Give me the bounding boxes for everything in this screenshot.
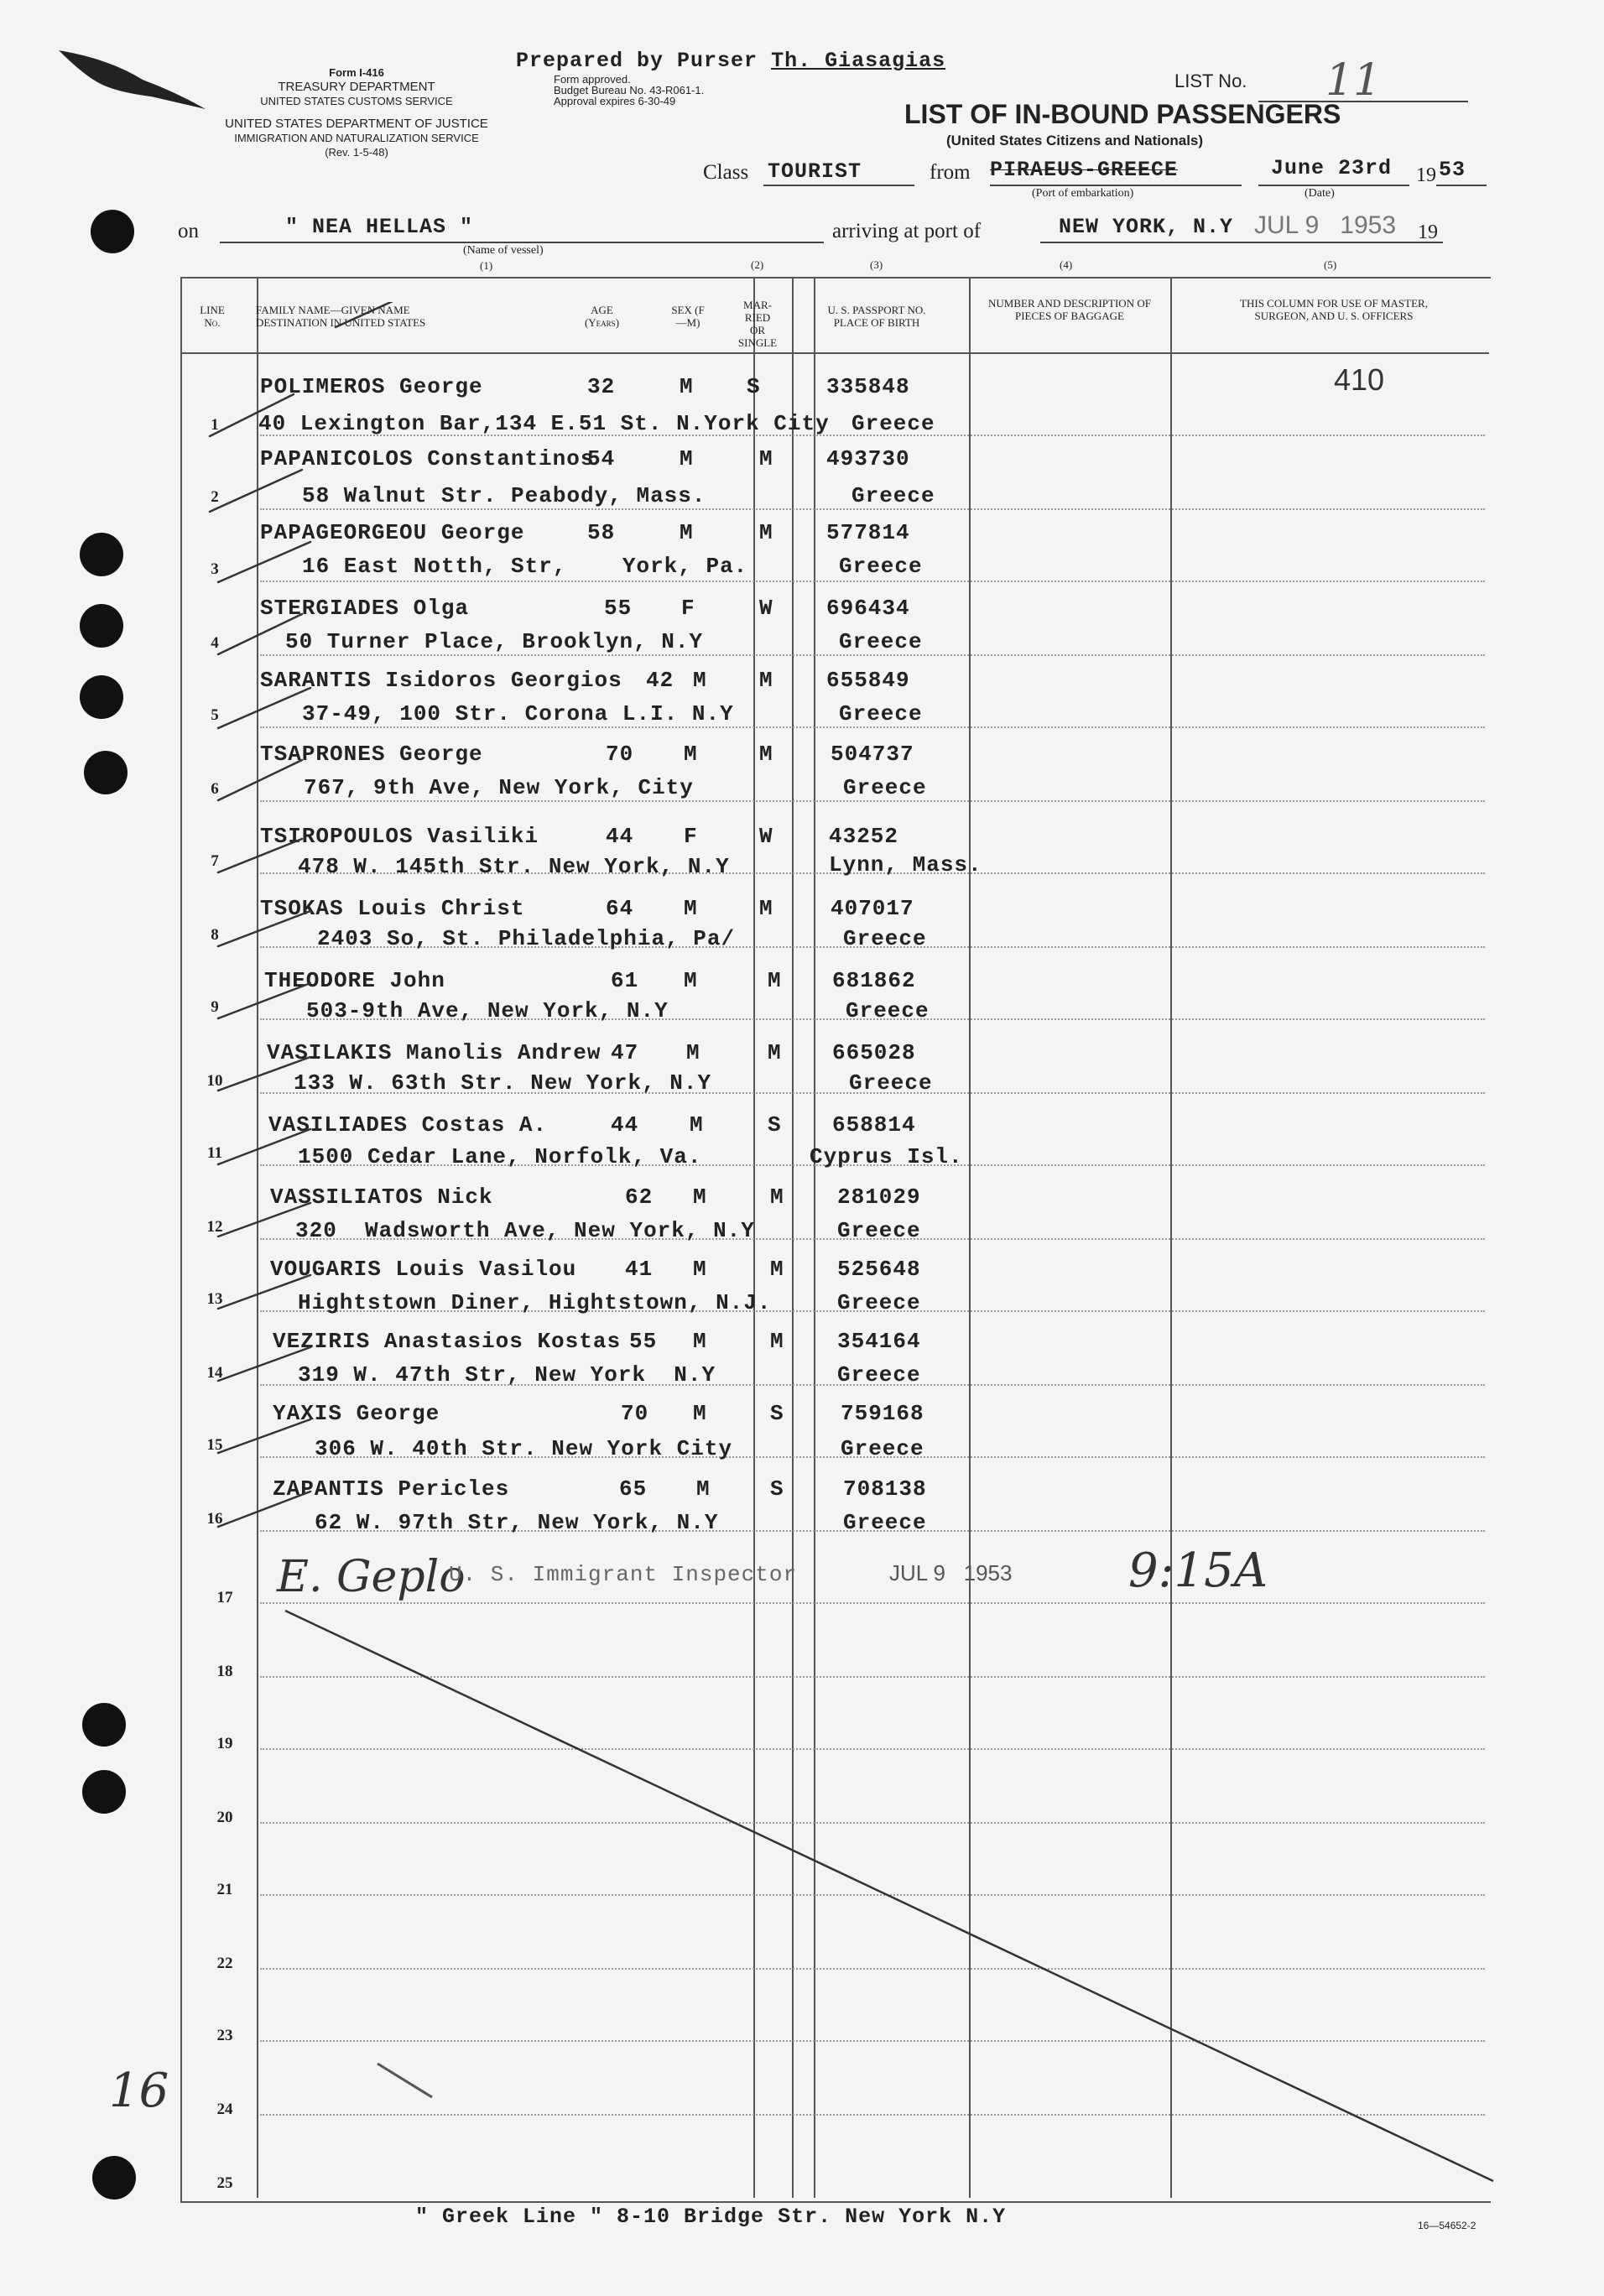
checkmark-strokes [185, 302, 436, 1560]
passenger-passport: 577814 [826, 520, 910, 545]
passenger-sex: M [684, 896, 698, 921]
passenger-passport: 281029 [837, 1184, 921, 1210]
passenger-name: POLIMEROS George [260, 374, 483, 399]
passenger-sex: M [684, 742, 698, 767]
passenger-address: Hightstown Diner, Hightstown, N.J. [298, 1290, 772, 1315]
form-number: Form I-416 [329, 66, 384, 79]
passenger-address: 2403 So, St. Philadelphia, Pa/ [317, 926, 736, 951]
passenger-marital: S [770, 1401, 784, 1426]
passenger-address: 306 W. 40th Str. New York City [315, 1436, 733, 1461]
treasury-label: TREASURY DEPARTMENT [278, 80, 435, 94]
col4-marker: (4) [1060, 258, 1073, 271]
passenger-name: VEZIRIS Anastasios Kostas [273, 1329, 622, 1354]
passenger-marital: M [768, 968, 782, 993]
punch-hole [80, 675, 123, 719]
form-header-left [159, 65, 554, 159]
passenger-birthplace: Greece [837, 1362, 921, 1387]
line-number: 3 [211, 560, 219, 578]
purser-name: Th. Giasagias [771, 49, 946, 73]
header-line-no: LINE No. [200, 304, 225, 329]
passenger-address: 503-9th Ave, New York, N.Y [306, 998, 669, 1023]
passenger-age: 32 [587, 374, 616, 399]
passenger-name: VASSILIATOS Nick [270, 1184, 493, 1210]
footer-code: 16—54652-2 [1418, 2220, 1476, 2231]
line-number: 24 [216, 2101, 233, 2118]
port-embarkation: PIRAEUS-GREECE [990, 158, 1179, 182]
passenger-sex: M [680, 374, 694, 399]
budget-bureau: Budget Bureau No. 43-R061-1. [554, 84, 705, 96]
line-number: 17 [216, 1589, 233, 1606]
line-number: 2 [211, 488, 219, 506]
passenger-age: 55 [604, 596, 633, 621]
passenger-age: 47 [611, 1040, 639, 1065]
punch-hole [82, 1703, 126, 1747]
passenger-marital: M [759, 520, 773, 545]
passenger-name: TSAPRONES George [260, 742, 483, 767]
passenger-marital: W [759, 824, 773, 849]
line-number: 22 [216, 1955, 233, 1972]
passenger-name: PAPAGEORGEOU George [260, 520, 525, 545]
passenger-name: PAPANICOLOS Constantinos [260, 446, 595, 471]
passenger-marital: M [759, 668, 773, 693]
passenger-birthplace: Greece [849, 1070, 933, 1096]
passenger-age: 62 [625, 1184, 654, 1210]
punch-hole [91, 210, 134, 253]
line-number: 9 [211, 998, 219, 1016]
passenger-sex: M [693, 668, 707, 693]
cancel-line [277, 1594, 1510, 2198]
passenger-marital: M [759, 896, 773, 921]
passenger-passport: 658814 [832, 1112, 916, 1138]
passenger-address: 319 W. 47th Str, New York N.Y [298, 1362, 716, 1387]
passenger-sex: M [680, 520, 694, 545]
passenger-sex: M [690, 1112, 704, 1138]
passenger-birthplace: Cyprus Isl. [810, 1144, 963, 1169]
passenger-sex: M [693, 1329, 707, 1354]
passenger-address: 320 Wadsworth Ave, New York, N.Y [295, 1218, 755, 1243]
passenger-address: 62 W. 97th Str, New York, N.Y [315, 1510, 719, 1535]
passenger-passport: 681862 [832, 968, 916, 993]
arrival-underline [1040, 242, 1443, 243]
officer-note: 410 [1334, 362, 1385, 397]
from-label: from [930, 161, 971, 184]
line-number: 13 [206, 1290, 223, 1308]
passenger-birthplace: Greece [851, 483, 935, 508]
header-married: MAR- RIED OR SINGLE [737, 299, 778, 349]
passenger-address: 478 W. 145th Str. New York, N.Y [298, 854, 730, 879]
passenger-name: TSOKAS Louis Christ [260, 896, 525, 921]
class-label: Class [703, 161, 749, 184]
port-caption: (Port of embarkation) [1032, 187, 1134, 200]
justice-label: UNITED STATES DEPARTMENT OF JUSTICE [225, 117, 488, 131]
passenger-address: 37-49, 100 Str. Corona L.I. N.Y [302, 701, 734, 726]
prepared-by [516, 49, 945, 73]
passenger-sex: M [693, 1257, 707, 1282]
passenger-age: 61 [611, 968, 639, 993]
passenger-age: 64 [606, 896, 634, 921]
row-rule [260, 508, 1485, 510]
passenger-sex: F [684, 824, 698, 849]
line-number: 5 [211, 706, 219, 724]
line-number: 8 [211, 926, 219, 944]
passenger-address: 1500 Cedar Lane, Norfolk, Va. [298, 1144, 702, 1169]
passenger-sex: F [681, 596, 695, 621]
line-number: 7 [211, 852, 219, 870]
passenger-age: 65 [619, 1476, 648, 1502]
passenger-address: 50 Turner Place, Brooklyn, N.Y [285, 629, 704, 654]
punch-hole [82, 1770, 126, 1814]
passenger-age: 70 [606, 742, 634, 767]
line-number: 20 [216, 1809, 233, 1826]
col3-marker: (3) [870, 258, 883, 271]
margin-note: 16 [109, 2064, 169, 2118]
on-label: on [178, 220, 199, 242]
passenger-marital: M [759, 742, 773, 767]
passenger-passport: 759168 [841, 1401, 924, 1426]
passenger-passport: 655849 [826, 668, 910, 693]
line-number: 1 [211, 416, 219, 434]
header-baggage: NUMBER AND DESCRIPTION OF PIECES OF BAGGAGE [988, 297, 1151, 322]
passenger-age: 54 [587, 446, 616, 471]
col2-marker: (2) [751, 258, 764, 271]
arrival-stamp: JUL 9 1953 [1254, 211, 1396, 239]
passenger-sex: M [696, 1476, 711, 1502]
passenger-age: 44 [611, 1112, 639, 1138]
arrival-port: NEW YORK, N.Y [1059, 215, 1234, 239]
page-subtitle: (United States Citizens and Nationals) [946, 133, 1204, 148]
passenger-birthplace: Greece [851, 411, 935, 436]
line-number: 25 [216, 2174, 233, 2192]
line-number: 21 [216, 1881, 233, 1898]
class-underline [763, 185, 914, 186]
line-number: 18 [216, 1663, 233, 1680]
passenger-age: 55 [629, 1329, 658, 1354]
passenger-age: 41 [625, 1257, 654, 1282]
col1-marker: (1) [480, 259, 493, 272]
passenger-sex: M [680, 446, 694, 471]
year19-label: 19 [1418, 221, 1438, 243]
passenger-name: TSIROPOULOS Vasiliki [260, 824, 539, 849]
passenger-marital: S [768, 1112, 782, 1138]
vessel-caption: (Name of vessel) [463, 244, 544, 257]
arriving-label: arriving at port of [832, 220, 982, 242]
passenger-birthplace: Greece [837, 1290, 921, 1315]
passenger-birthplace: Lynn, Mass. [829, 852, 982, 877]
year-underline [1436, 185, 1487, 186]
passenger-passport: 335848 [826, 374, 910, 399]
passenger-passport: 354164 [837, 1329, 921, 1354]
passenger-marital: M [768, 1040, 782, 1065]
punch-hole [80, 533, 123, 576]
line-number: 12 [206, 1218, 223, 1236]
header-name-label: FAMILY NAME—GIVEN NAME [256, 304, 410, 316]
passenger-birthplace: Greece [841, 1436, 924, 1461]
list-number: 11 [1325, 55, 1382, 106]
passenger-name: THEODORE John [264, 968, 445, 993]
passenger-age: 70 [621, 1401, 649, 1426]
passenger-age: 42 [646, 668, 674, 693]
passenger-birthplace: Greece [839, 701, 923, 726]
inspector-title: U. S. Immigrant Inspector [449, 1562, 798, 1587]
date-caption: (Date) [1305, 187, 1335, 200]
line-number: 16 [206, 1510, 223, 1528]
passenger-sex: M [684, 968, 698, 993]
page-title: LIST OF IN-BOUND PASSENGERS [904, 99, 1341, 129]
passenger-address: 133 W. 63th Str. New York, N.Y [294, 1070, 712, 1096]
passenger-passport: 43252 [829, 824, 899, 849]
passenger-age: 58 [587, 520, 616, 545]
line-number: 6 [211, 780, 219, 798]
year-suffix: 53 [1439, 158, 1466, 182]
approval-block [554, 74, 704, 107]
passenger-marital: M [770, 1329, 784, 1354]
passenger-name: STERGIADES Olga [260, 596, 470, 621]
row-rule [260, 726, 1485, 728]
inspector-signature: E. Geplo [277, 1552, 466, 1602]
passenger-marital: S [770, 1476, 784, 1502]
class-value: TOURIST [768, 159, 862, 184]
line-number: 23 [216, 2027, 233, 2044]
inspection-stamp: JUL 9 1953 [889, 1560, 1013, 1585]
passenger-address: 16 East Notth, Str, York, Pa. [302, 554, 748, 579]
line-number: 10 [206, 1072, 223, 1090]
list-no-label: LIST No. [1174, 70, 1247, 91]
row-rule [260, 654, 1485, 656]
col5-marker: (5) [1324, 258, 1337, 271]
passenger-passport: 696434 [826, 596, 910, 621]
passenger-passport: 407017 [831, 896, 914, 921]
row-rule [260, 581, 1485, 582]
passenger-birthplace: Greece [839, 629, 923, 654]
passenger-address: 58 Walnut Str. Peabody, Mass. [302, 483, 706, 508]
passenger-sex: M [693, 1184, 707, 1210]
passenger-birthplace: Greece [843, 775, 927, 800]
passenger-marital: S [747, 374, 761, 399]
passenger-address: 40 Lexington Bar,134 E.51 St. N.York City [258, 411, 830, 436]
row-rule [260, 800, 1485, 802]
passenger-passport: 504737 [831, 742, 914, 767]
passenger-passport: 708138 [843, 1476, 927, 1502]
passenger-name: VASILAKIS Manolis Andrew [267, 1040, 602, 1065]
passenger-birthplace: Greece [843, 926, 927, 951]
punch-hole [92, 2156, 136, 2200]
passenger-name: YAXIS George [273, 1401, 440, 1426]
inspection-time: 9:15A [1128, 1544, 1268, 1598]
punch-hole [84, 751, 128, 794]
passenger-marital: M [759, 446, 773, 471]
form-approved: Form approved. [554, 73, 631, 86]
passenger-marital: W [759, 596, 773, 621]
passenger-name: SARANTIS Isidoros Georgios [260, 668, 622, 693]
passenger-sex: M [693, 1401, 707, 1426]
approval-expires: Approval expires 6-30-49 [554, 95, 676, 107]
customs-label: UNITED STATES CUSTOMS SERVICE [260, 95, 453, 107]
header-sex: SEX (F—M) [671, 304, 705, 329]
header-passport: U. S. PASSPORT NO. PLACE OF BIRTH [827, 304, 926, 329]
passenger-name: ZAPANTIS Pericles [273, 1476, 510, 1502]
passenger-name: VASILIADES Costas A. [268, 1112, 548, 1138]
rev-label: (Rev. 1-5-48) [325, 146, 388, 159]
header-dest-label: DESTINATION IN UNITED STATES [256, 316, 426, 329]
date-value: June 23rd [1271, 156, 1393, 180]
ins-label: IMMIGRATION AND NATURALIZATION SERVICE [234, 132, 479, 144]
line-number: 14 [206, 1364, 223, 1382]
passenger-name: VOUGARIS Louis Vasilou [270, 1257, 577, 1282]
footer-line: " Greek Line " 8-10 Bridge Str. New York N.Y [415, 2205, 1007, 2229]
passenger-age: 44 [606, 824, 634, 849]
punch-hole [80, 604, 123, 648]
vessel-name: " NEA HELLAS " [285, 215, 474, 239]
passenger-address: 767, 9th Ave, New York, City [304, 775, 694, 800]
passenger-marital: M [770, 1184, 784, 1210]
passenger-passport: 525648 [837, 1257, 921, 1282]
passenger-marital: M [770, 1257, 784, 1282]
passenger-sex: M [686, 1040, 700, 1065]
passenger-passport: 493730 [826, 446, 910, 471]
passenger-birthplace: Greece [843, 1510, 927, 1535]
header-age: AGE (Years) [584, 304, 620, 329]
passenger-birthplace: Greece [846, 998, 930, 1023]
line-number: 15 [206, 1436, 223, 1454]
line-number: 4 [211, 634, 219, 652]
prepared-label: Prepared by Purser [516, 49, 758, 73]
line-number: 11 [207, 1144, 222, 1162]
line-number: 19 [216, 1735, 233, 1752]
passenger-passport: 665028 [832, 1040, 916, 1065]
header-officers: THIS COLUMN FOR USE OF MASTER, SURGEON, AND U. S. OFFICERS [1240, 297, 1428, 322]
year-prefix: 19 [1416, 164, 1436, 186]
passenger-birthplace: Greece [839, 554, 923, 579]
passenger-birthplace: Greece [837, 1218, 921, 1243]
